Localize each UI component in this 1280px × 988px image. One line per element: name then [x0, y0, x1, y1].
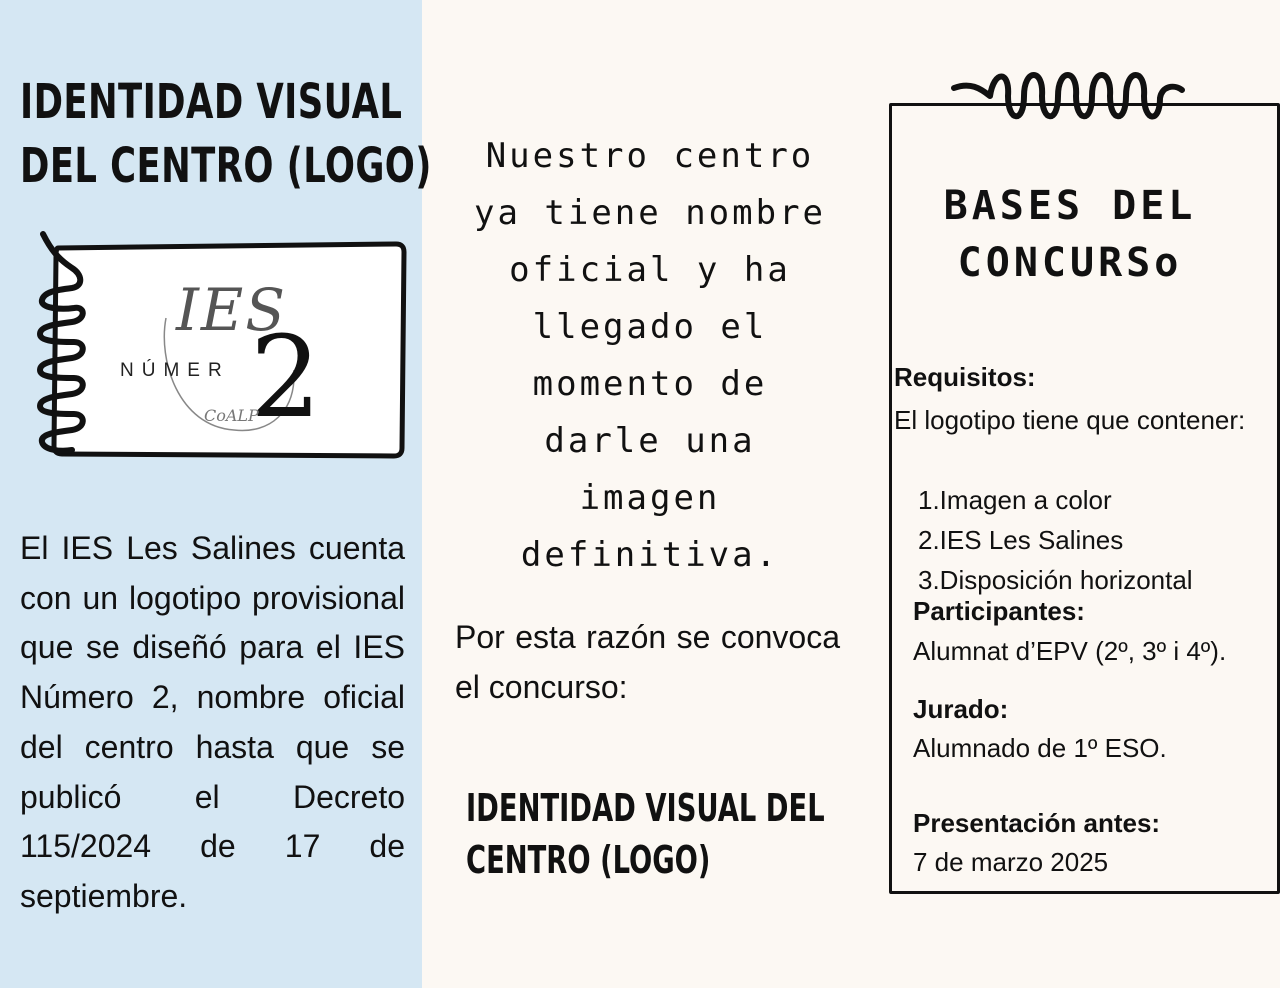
notebook-spiral-top-icon	[950, 62, 1190, 132]
left-title-line2: DEL CENTRO (LOGO)	[20, 138, 432, 194]
notebook-spiral-icon	[18, 230, 408, 465]
hand-line-2: ya tiene nombre	[473, 193, 827, 233]
middle-body-text: Por esta razón se convoca el concurso:	[455, 619, 840, 705]
hand-line-7: imagen	[579, 478, 721, 518]
requisitos-list	[918, 480, 1193, 600]
handwritten-announcement	[440, 128, 860, 584]
presentacion-heading: Presentación antes:	[913, 808, 1161, 838]
requisitos-heading: Requisitos:	[894, 362, 1036, 392]
list-item: 1.Imagen a color	[918, 485, 1112, 515]
logo-card	[18, 230, 408, 465]
hand-line-6: darle una	[544, 421, 756, 461]
left-title	[20, 70, 432, 198]
presentacion-body: 7 de marzo 2025	[913, 847, 1109, 877]
participantes-heading: Participantes:	[913, 596, 1085, 626]
card-title-line2: CONCURSo	[957, 240, 1183, 286]
hand-line-8: definitiva.	[520, 535, 780, 575]
left-title-line1: IDENTIDAD VISUAL	[20, 74, 403, 130]
logo-numero-text: NÚMER	[120, 360, 230, 381]
logo-signature: CoALP	[204, 406, 259, 425]
logo-number-two: 2	[250, 313, 322, 443]
middle-title-line1: IDENTIDAD VISUAL DEL	[466, 786, 825, 830]
hand-line-5: momento de	[532, 364, 768, 404]
list-item: 3.Disposición horizontal	[918, 565, 1193, 595]
middle-title	[466, 782, 825, 886]
left-body-text: El IES Les Salines cuenta con un logotipo provisional que se diseñó para el IES Número 2, nombre oficial del centro hasta que se publicó el Decreto 115/2024 de 17 de septiembre.	[20, 530, 405, 914]
card-title-line1: BASES DEL	[943, 183, 1197, 229]
requisitos-body: El logotipo tiene que contener:	[894, 405, 1246, 435]
middle-title-line2: CENTRO (LOGO)	[466, 838, 711, 882]
jurado-body: Alumnado de 1º ESO.	[913, 733, 1167, 763]
list-item: 2.IES Les Salines	[918, 525, 1124, 555]
logo-ies-text: IES	[176, 276, 287, 344]
jurado-heading: Jurado:	[913, 694, 1009, 724]
card-title	[900, 178, 1240, 292]
hand-line-1: Nuestro centro	[485, 136, 815, 176]
participantes-body: Alumnat d’EPV (2º, 3º i 4º).	[913, 636, 1227, 666]
hand-line-4: llegado el	[532, 307, 768, 347]
hand-line-3: oficial y ha	[509, 250, 791, 290]
